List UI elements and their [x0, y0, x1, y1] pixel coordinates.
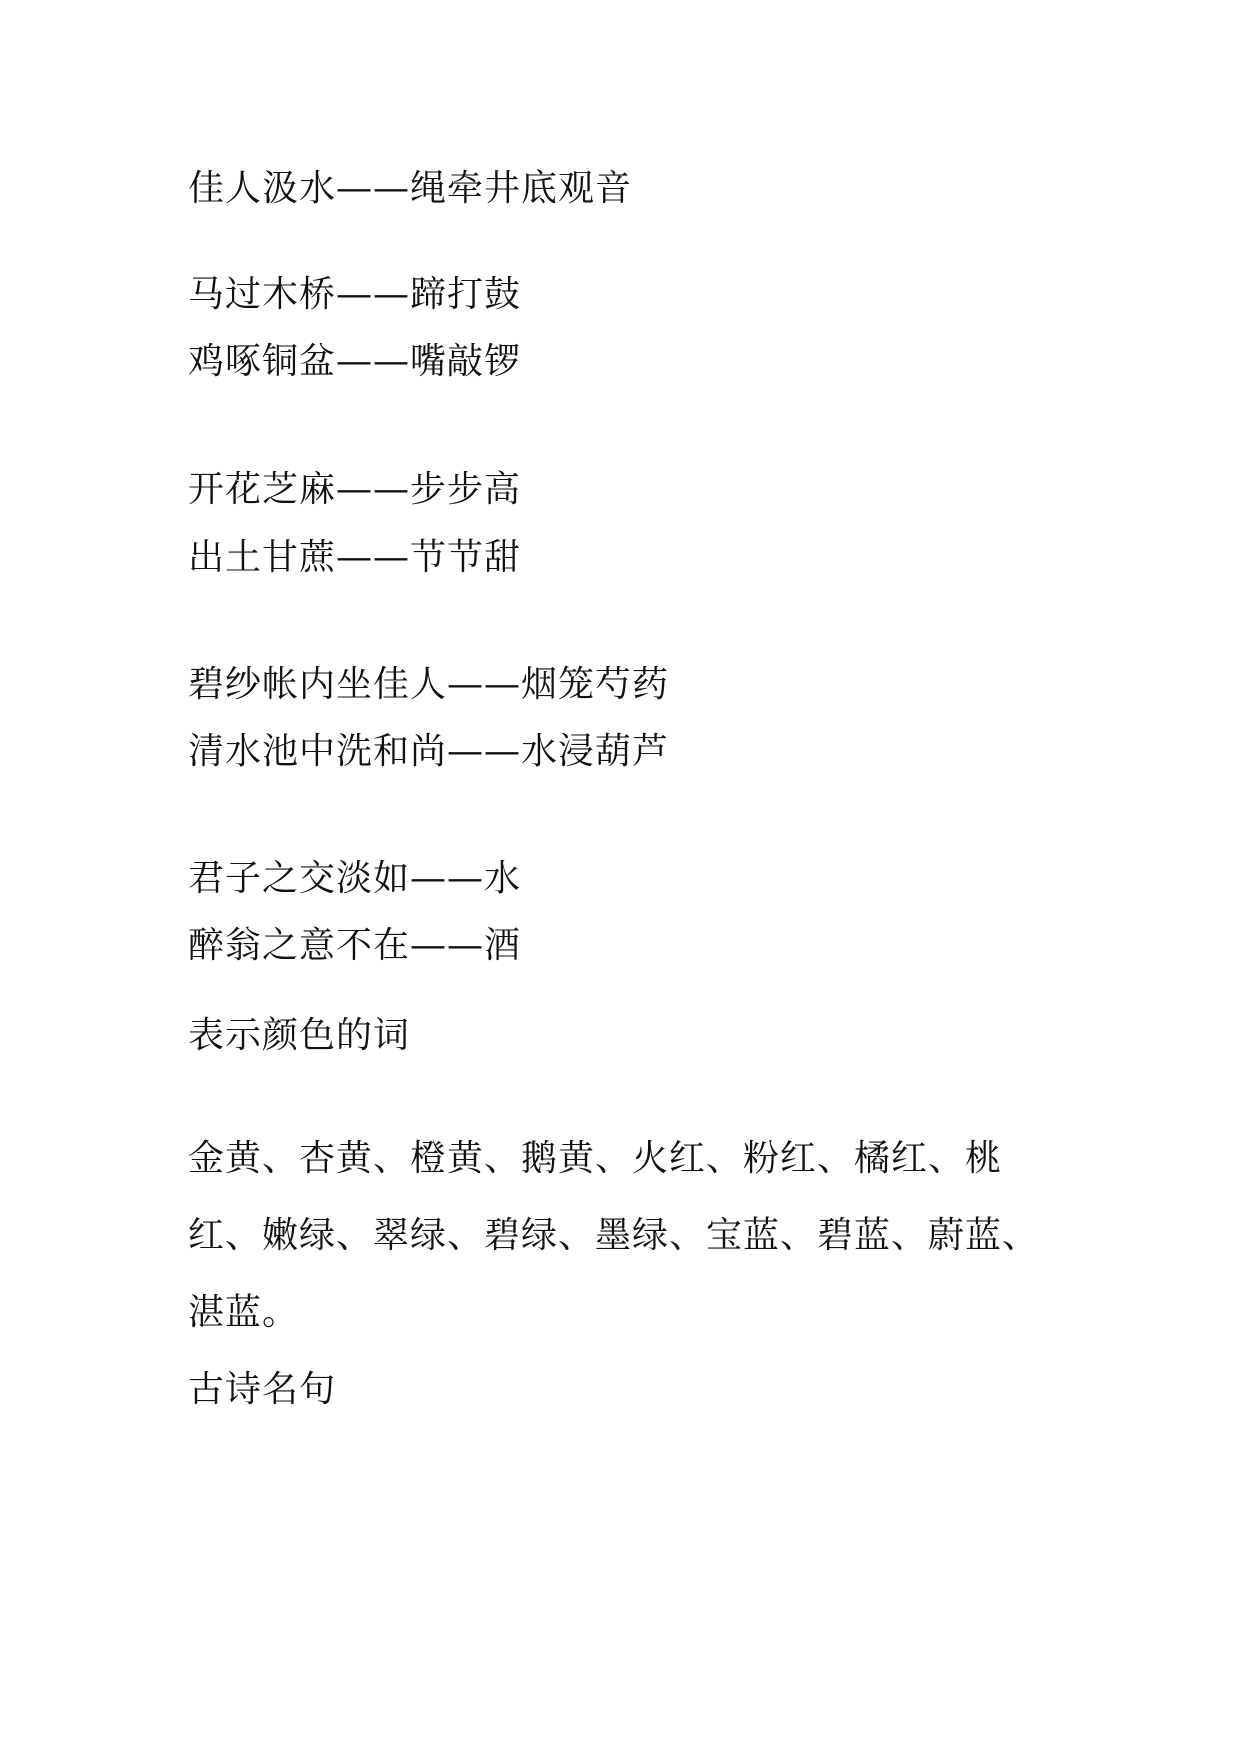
couplet-line: 马过木桥——蹄打鼓: [188, 274, 522, 315]
couplet-line: 鸡啄铜盆——嘴敲锣: [188, 341, 522, 382]
couplet-line: 醉翁之意不在——酒: [188, 925, 522, 966]
section-heading-poems: 古诗名句: [188, 1369, 337, 1410]
section-heading-colors: 表示颜色的词: [188, 1015, 411, 1056]
colors-paragraph-line: 湛蓝。: [188, 1292, 300, 1333]
couplet-line: 开花芝麻——步步高: [188, 469, 522, 510]
couplet-line: 出土甘蔗——节节甜: [188, 537, 522, 578]
couplet-line: 佳人汲水——绳牵井底观音: [188, 168, 633, 209]
colors-paragraph-line: 红、嫩绿、翠绿、碧绿、墨绿、宝蓝、碧蓝、蔚蓝、: [188, 1215, 1040, 1256]
couplet-line: 君子之交淡如——水: [188, 858, 522, 899]
couplet-line: 清水池中洗和尚——水浸葫芦: [188, 731, 670, 772]
colors-paragraph-line: 金黄、杏黄、橙黄、鹅黄、火红、粉红、橘红、桃: [188, 1138, 1003, 1179]
couplet-line: 碧纱帐内坐佳人——烟笼芍药: [188, 664, 670, 705]
